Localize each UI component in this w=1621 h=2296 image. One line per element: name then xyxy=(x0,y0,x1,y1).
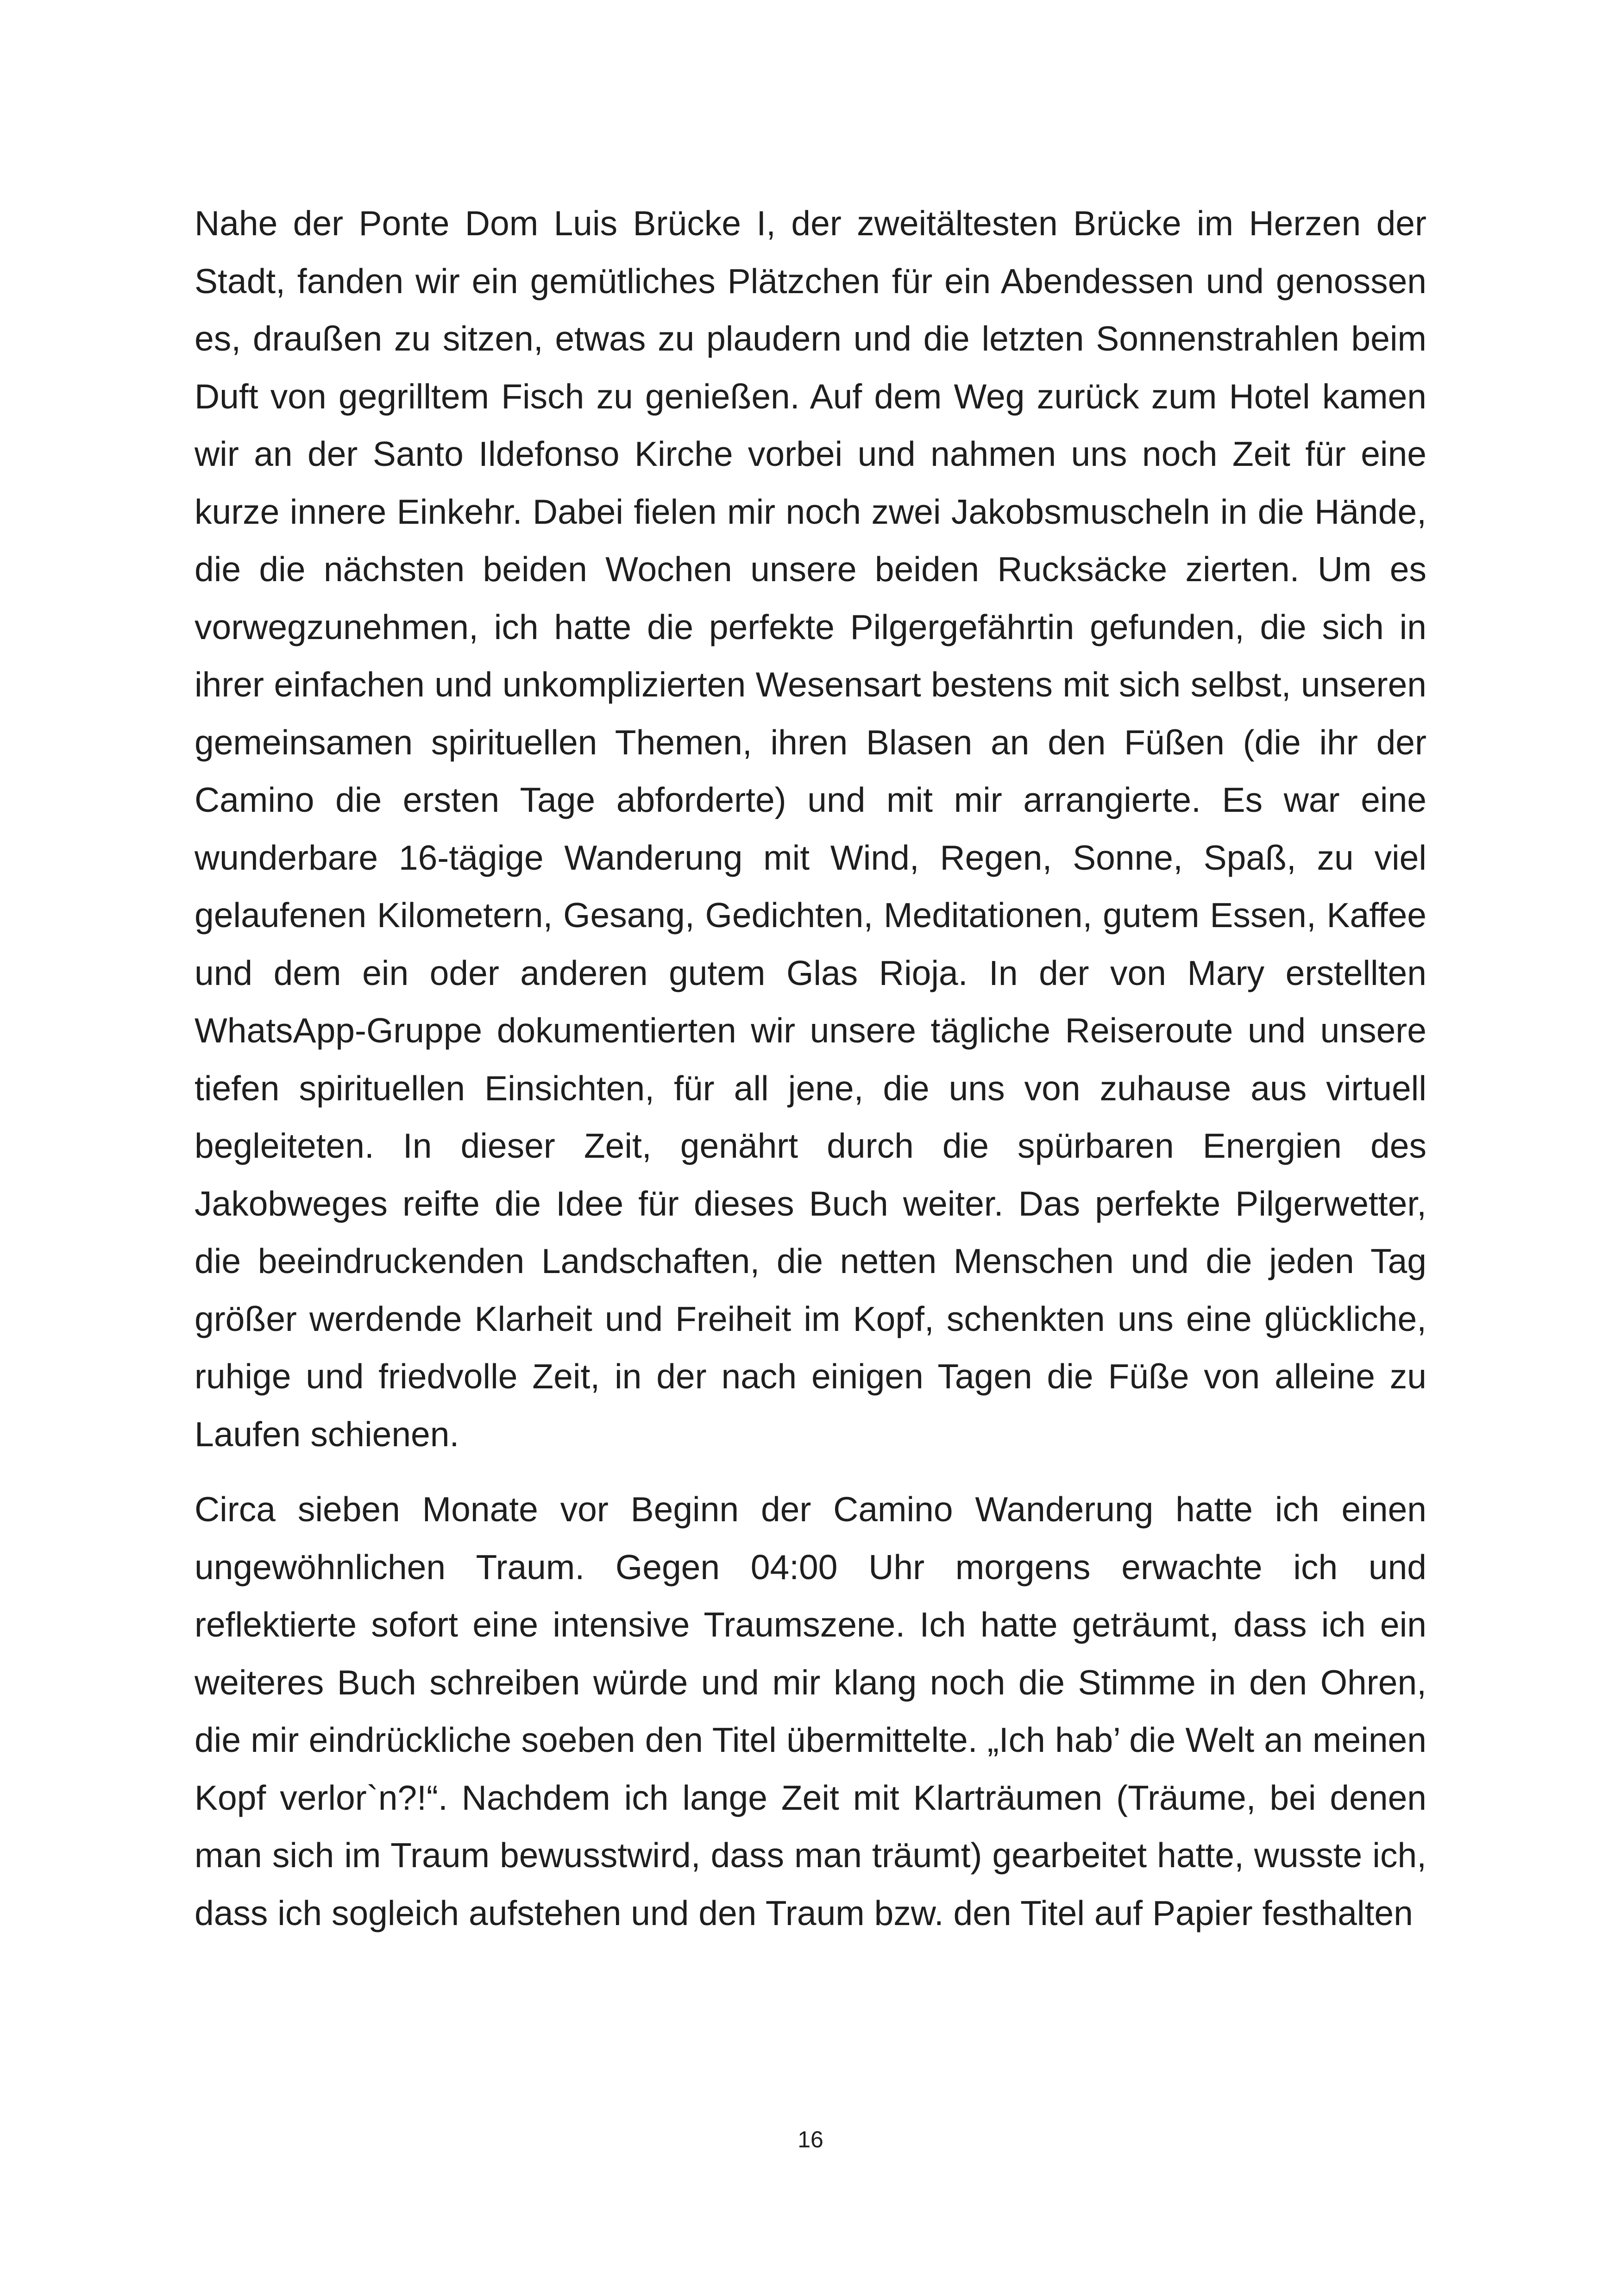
paragraph-2: Circa sieben Monate vor Beginn der Camino Wanderung hatte ich einen ungewöhnlichen Traum. Gegen 04:00 Uhr morgens erwachte ich und reflektierte sofort eine intensive Traumszene. Ich hatte geträumt, dass ich ein weiteres Buch schreiben würde und mir klang noch die Stimme in den Ohren, die mir eindrückliche soeben den Titel übermittelte. „Ich hab’ die Welt an meinen Kopf verlor`n?!“. Nachdem ich lange Zeit mit Klarträumen (Träume, bei denen man sich im Traum bewusstwird, dass man träumt) gearbeitet hatte, wusste ich, dass ich sogleich aufstehen und den Traum bzw. den Titel auf Papier festhalten xyxy=(195,1490,1426,1932)
paragraph-1: Nahe der Ponte Dom Luis Brücke I, der zweitältesten Brücke im Herzen der Stadt, fanden wir ein gemütliches Plätzchen für ein Abendessen und genossen es, draußen zu sitzen, etwas zu plaudern und die letzten Sonnenstrahlen beim Duft von gegrilltem Fisch zu genießen. Auf dem Weg zurück zum Hotel kamen wir an der Santo Ildefonso Kirche vorbei und nahmen uns noch Zeit für eine kurze innere Einkehr. Dabei fielen mir noch zwei Jakobsmuscheln in die Hände, die die nächsten beiden Wochen unsere beiden Rucksäcke zierten. Um es vorwegzunehmen, ich hatte die perfekte Pilgergefährtin gefunden, die sich in ihrer einfachen und unkomplizierten Wesensart bestens mit sich selbst, unseren gemeinsamen spirituellen Themen, ihren Blasen an den Füßen (die ihr der Camino die ersten Tage abforderte) und mit mir arrangierte. Es war eine wunderbare 16-tägige Wanderung mit Wind, Regen, Sonne, Spaß, zu viel gelaufenen Kilometern, Gesang, Gedichten, Meditationen, gutem Essen, Kaffee und dem ein oder anderen gutem Glas Rioja. In der von Mary erstellten WhatsApp-Gruppe dokumentierten wir unsere tägliche Reiseroute und unsere tiefen spirituellen Einsichten, für all jene, die uns von zuhause aus virtuell begleiteten. In dieser Zeit, genährt durch die spürbaren Energien des Jakobweges reifte die Idee für dieses Buch weiter. Das perfekte Pilgerwetter, die beeindruckenden Landschaften, die netten Menschen und die jeden Tag größer werdende Klarheit und Freiheit im Kopf, schenkten uns eine glückliche, ruhige und friedvolle Zeit, in der nach einigen Tagen die Füße von alleine zu Laufen schienen. xyxy=(195,204,1426,1454)
page-number: 16 xyxy=(798,2127,823,2152)
body-text xyxy=(195,194,1426,1942)
